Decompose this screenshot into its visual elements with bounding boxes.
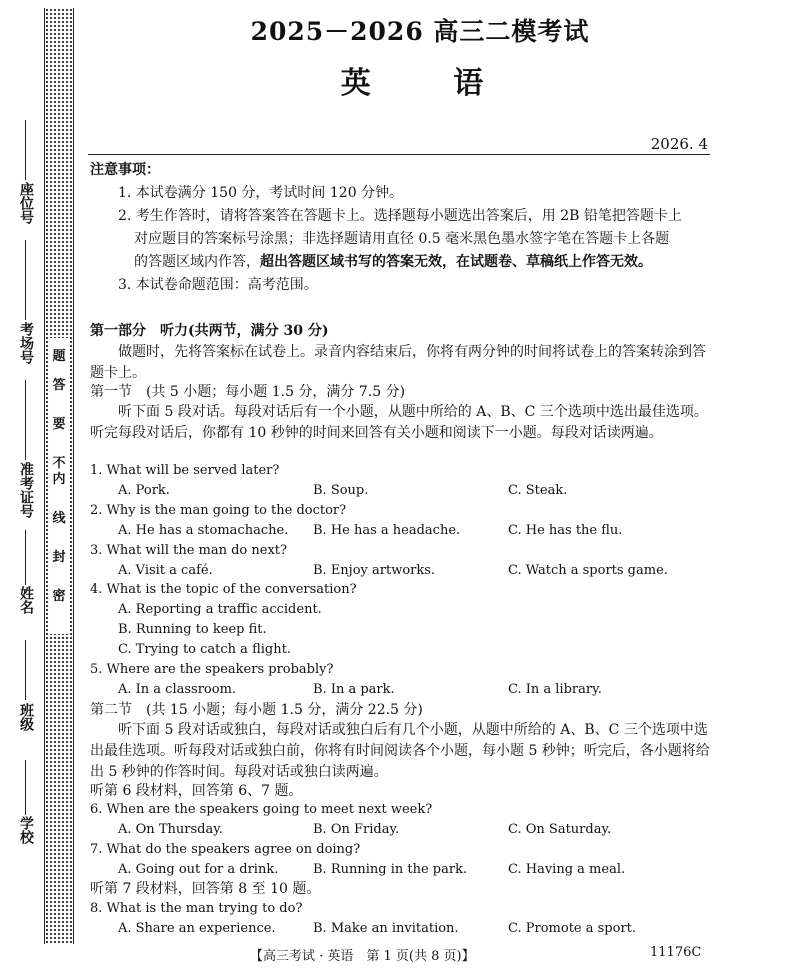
class-label: 班级 — [18, 703, 34, 731]
exam-room-line — [25, 240, 26, 320]
school-line — [25, 760, 26, 815]
material-7-note: 听第 7 段材料，回答第 8 至 10 题。 — [90, 881, 321, 897]
option-a: A. On Thursday. — [118, 822, 223, 837]
section2-intro: 听下面 5 段对话或独白，每段对话或独白后有几个小题，从题中所给的 A、B、C 三个选项中选出最佳选项。听每段对话或独白前，你将有时间阅读各个小题，每小题 5 秒钟；听完后，各小题将给出 5 秒钟的作答时间。每段对话或独白读两遍。 — [90, 722, 710, 780]
ticket-number-line — [25, 380, 26, 460]
seat-number-line — [25, 120, 26, 180]
header-rule — [88, 154, 710, 155]
option-a: A. Pork. — [118, 483, 170, 498]
option-a: A. Share an experience. — [118, 921, 276, 936]
option-c: C. Trying to catch a flight. — [118, 642, 291, 657]
notice-heading: 注意事项： — [90, 162, 160, 178]
notice-item-2-line-1: 2. 考生作答时，请将答案答在答题卡上。选择题每小题选出答案后，用 2B 铅笔把答题卡上 — [118, 208, 682, 224]
option-c: C. He has the flu. — [508, 523, 623, 538]
part1-heading: 第一部分 听力(共两节，满分 30 分) — [90, 323, 329, 339]
class-line — [25, 640, 26, 700]
part1-intro: 做题时，先将答案标在试卷上。录音内容结束后，你将有两分钟的时间将试卷上的答案转涂到答题卡上。 — [90, 344, 706, 381]
notice-bold-warning: 超出答题区域书写的答案无效，在试题卷、草稿纸上作答无效。 — [260, 254, 652, 270]
exam-code: 11176C — [650, 945, 702, 960]
section1-heading: 第一节 (共 5 小题；每小题 1.5 分，满分 7.5 分) — [90, 384, 406, 400]
exam-title: 2025－2026 高三二模考试 — [250, 17, 590, 46]
school-label: 学校 — [18, 816, 34, 844]
question-stem: 7. What do the speakers agree on doing? — [90, 842, 361, 857]
name-line — [25, 530, 26, 585]
page-footer: 【高三考试 · 英语 第 1 页(共 8 页)】 — [250, 949, 475, 964]
question-stem: 2. Why is the man going to the doctor? — [90, 503, 347, 518]
notice-item-2-line-2: 对应题目的答案标号涂黑；非选择题请用直径 0.5 毫米黑色墨水签字笔在答题卡上各题 — [134, 231, 670, 247]
name-label: 姓名 — [18, 586, 34, 614]
notice-item-3: 3. 本试卷命题范围：高考范围。 — [118, 277, 318, 293]
option-a: A. In a classroom. — [118, 682, 237, 697]
option-b: B. In a park. — [313, 682, 395, 697]
option-c: C. Having a meal. — [508, 862, 626, 877]
seat-number-label: 座位号 — [18, 182, 34, 224]
notice-item-2-line-3 — [134, 252, 652, 272]
option-b: B. On Friday. — [313, 822, 400, 837]
seal-char: 题 — [52, 349, 66, 364]
notice-item-1: 1. 本试卷满分 150 分，考试时间 120 分钟。 — [118, 185, 404, 201]
question-stem: 4. What is the topic of the conversation? — [90, 582, 357, 597]
seal-char: 内 — [52, 472, 66, 487]
option-b: B. Soup. — [313, 483, 369, 498]
option-c: C. On Saturday. — [508, 822, 612, 837]
seal-char: 要 — [52, 417, 66, 432]
section1-intro: 听下面 5 段对话。每段对话后有一个小题，从题中所给的 A、B、C 三个选项中选出最佳选项。听完每段对话后，你都有 10 秒钟的时间来回答有关小题和阅读下一小题。每段对话读两遍。 — [90, 404, 708, 441]
exam-room-label: 考场号 — [18, 322, 34, 364]
option-c: C. In a library. — [508, 682, 602, 697]
material-6-note: 听第 6 段材料，回答第 6、7 题。 — [90, 783, 303, 799]
subject-title: 英 语 — [340, 66, 520, 101]
option-a: A. Going out for a drink. — [118, 862, 279, 877]
seal-char: 线 — [52, 511, 66, 526]
option-a: A. He has a stomachache. — [118, 523, 289, 538]
option-b: B. Running to keep fit. — [118, 622, 267, 637]
ticket-number-label: 准考证号 — [18, 462, 34, 518]
option-c: C. Steak. — [508, 483, 568, 498]
option-b: B. He has a headache. — [313, 523, 461, 538]
section2-heading: 第二节 (共 15 小题；每小题 1.5 分，满分 22.5 分) — [90, 702, 423, 718]
option-c: C. Watch a sports game. — [508, 563, 668, 578]
question-stem: 1. What will be served later? — [90, 463, 280, 478]
question-stem: 5. Where are the speakers probably? — [90, 662, 334, 677]
seal-char: 不 — [52, 456, 66, 471]
question-stem: 3. What will the man do next? — [90, 543, 287, 558]
notice-normal-text: 的答题区域内作答， — [134, 254, 260, 270]
option-a: A. Reporting a traffic accident. — [118, 602, 322, 617]
seal-char: 密 — [52, 589, 66, 604]
option-b: B. Make an invitation. — [313, 921, 459, 936]
option-c: C. Promote a sport. — [508, 921, 637, 936]
option-b: B. Enjoy artworks. — [313, 563, 436, 578]
question-stem: 8. What is the man trying to do? — [90, 901, 303, 916]
option-b: B. Running in the park. — [313, 862, 468, 877]
seal-char: 答 — [52, 378, 66, 393]
question-stem: 6. When are the speakers going to meet next week? — [90, 802, 433, 817]
seal-char: 封 — [52, 550, 66, 565]
option-a: A. Visit a café. — [118, 563, 213, 578]
exam-date: 2026. 4 — [650, 135, 708, 153]
